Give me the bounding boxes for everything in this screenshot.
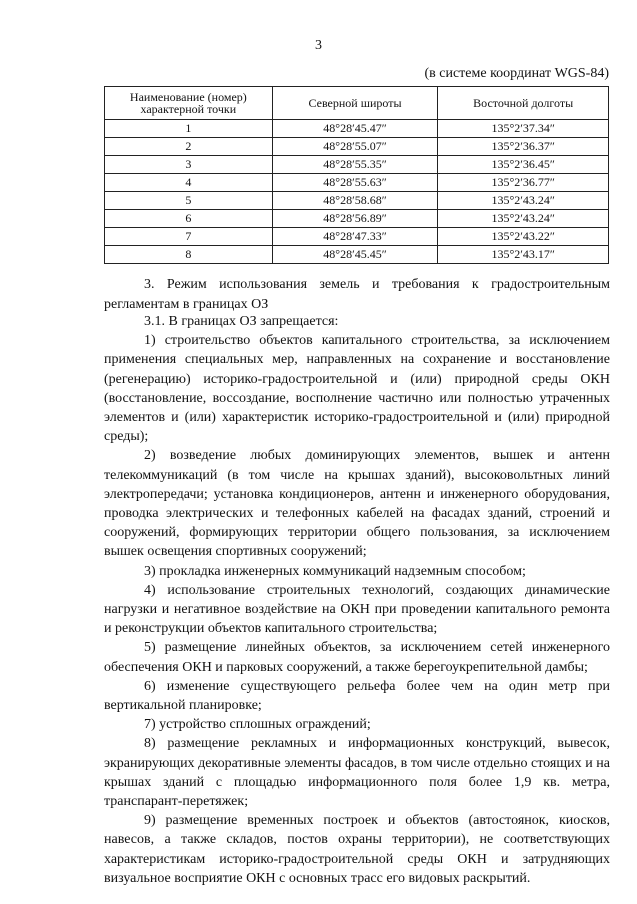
longitude-cell: 135°2′36.77″ <box>438 174 609 192</box>
latitude-cell: 48°28′55.07″ <box>272 138 438 156</box>
header-longitude: Восточной долготы <box>438 87 609 120</box>
latitude-cell: 48°28′45.45″ <box>272 246 438 264</box>
longitude-cell: 135°2′36.37″ <box>438 138 609 156</box>
page-number: 3 <box>315 38 322 53</box>
latitude-cell: 48°28′56.89″ <box>272 210 438 228</box>
point-number-cell: 4 <box>105 174 273 192</box>
table-row <box>105 246 609 264</box>
longitude-cell: 135°2′37.34″ <box>438 120 609 138</box>
point-number-cell: 8 <box>105 246 273 264</box>
latitude-cell: 48°28′55.63″ <box>272 174 438 192</box>
table-row <box>105 210 609 228</box>
latitude-cell: 48°28′47.33″ <box>272 228 438 246</box>
longitude-cell: 135°2′43.24″ <box>438 210 609 228</box>
table-row <box>105 174 609 192</box>
point-number-cell: 6 <box>105 210 273 228</box>
point-number-cell: 3 <box>105 156 273 174</box>
latitude-cell: 48°28′58.68″ <box>272 192 438 210</box>
list-item: 3) прокладка инженерных коммуникаций надземным способом; <box>144 563 526 579</box>
coordinate-system-note: (в системе координат WGS-84) <box>424 66 609 81</box>
longitude-cell: 135°2′43.24″ <box>438 192 609 210</box>
list-item: 6) изменение существующего рельефа более чем на один метр при вертикальной планировке; <box>104 678 610 714</box>
table-header-row <box>105 87 609 120</box>
latitude-cell: 48°28′45.47″ <box>272 120 438 138</box>
coordinates-table <box>104 86 609 264</box>
latitude-cell: 48°28′55.35″ <box>272 156 438 174</box>
table-row <box>105 138 609 156</box>
table-row <box>105 120 609 138</box>
point-number-cell: 5 <box>105 192 273 210</box>
list-item: 8) размещение рекламных и информационных конструкций, вывесок, экранирующих декоративные элементы фасадов, в том числе отдельно стоящих и на крышах зданий с площадью информационного поля более 1,9 кв. метра, транспарант-перетяжек; <box>104 736 610 810</box>
list-item: 9) размещение временных построек и объектов (автостоянок, киосков, навесов, а также складов, постов охраны территории), не соответствующих характеристикам историко-градостроительной среды ОКН и затрудняющих визуальное восприятие ОКН с основных трасс его видовых раскрытий. <box>104 813 610 886</box>
point-number-cell: 7 <box>105 228 273 246</box>
list-item: 1) строительство объектов капитального строительства, за исключением применения специальных мер, направленных на сохранение и восстановление (регенерацию) историко-градостроительной и (или) природной среды ОКН (восстановление, воссоздание, восполнение частично или полностью утраченных элементов и (или) характеристик историко-градостроительной и (или) природной среды); <box>104 333 610 445</box>
point-number-cell: 2 <box>105 138 273 156</box>
table-row <box>105 192 609 210</box>
list-item: 2) возведение любых доминирующих элементов, вышек и антенн телекоммуникаций (в том числе на крышах зданий), высоковольтных линий электропередачи; установка кондиционеров, антенн и инженерного оборудования, проводка электрических и телефонных кабелей на фасадах зданий, строений и сооружений, формирующих территории общего пользования, за исключением вышек освещения спортивных сооружений; <box>104 448 610 560</box>
longitude-cell: 135°2′43.17″ <box>438 246 609 264</box>
table-row <box>105 228 609 246</box>
document-body <box>104 312 610 888</box>
section-title: 3. Режим использования земель и требования к градостроительным регламентам в границах ОЗ <box>104 277 610 312</box>
header-latitude: Северной широты <box>272 87 438 120</box>
list-item: 4) использование строительных технологий, создающих динамические нагрузки и негативное воздействие на ОКН при проведении капитального ремонта и реконструкции объектов капитального строительства; <box>104 582 610 637</box>
table-row <box>105 156 609 174</box>
longitude-cell: 135°2′36.45″ <box>438 156 609 174</box>
list-item: 7) устройство сплошных ограждений; <box>144 717 371 733</box>
point-number-cell: 1 <box>105 120 273 138</box>
longitude-cell: 135°2′43.22″ <box>438 228 609 246</box>
header-point-name: Наименование (номер) характерной точки <box>105 87 273 120</box>
paragraph-intro: 3.1. В границах ОЗ запрещается: <box>144 314 339 329</box>
list-item: 5) размещение линейных объектов, за исключением сетей инженерного обеспечения ОКН и парковых сооружений, а также берегоукрепительной дамбы; <box>104 640 610 675</box>
